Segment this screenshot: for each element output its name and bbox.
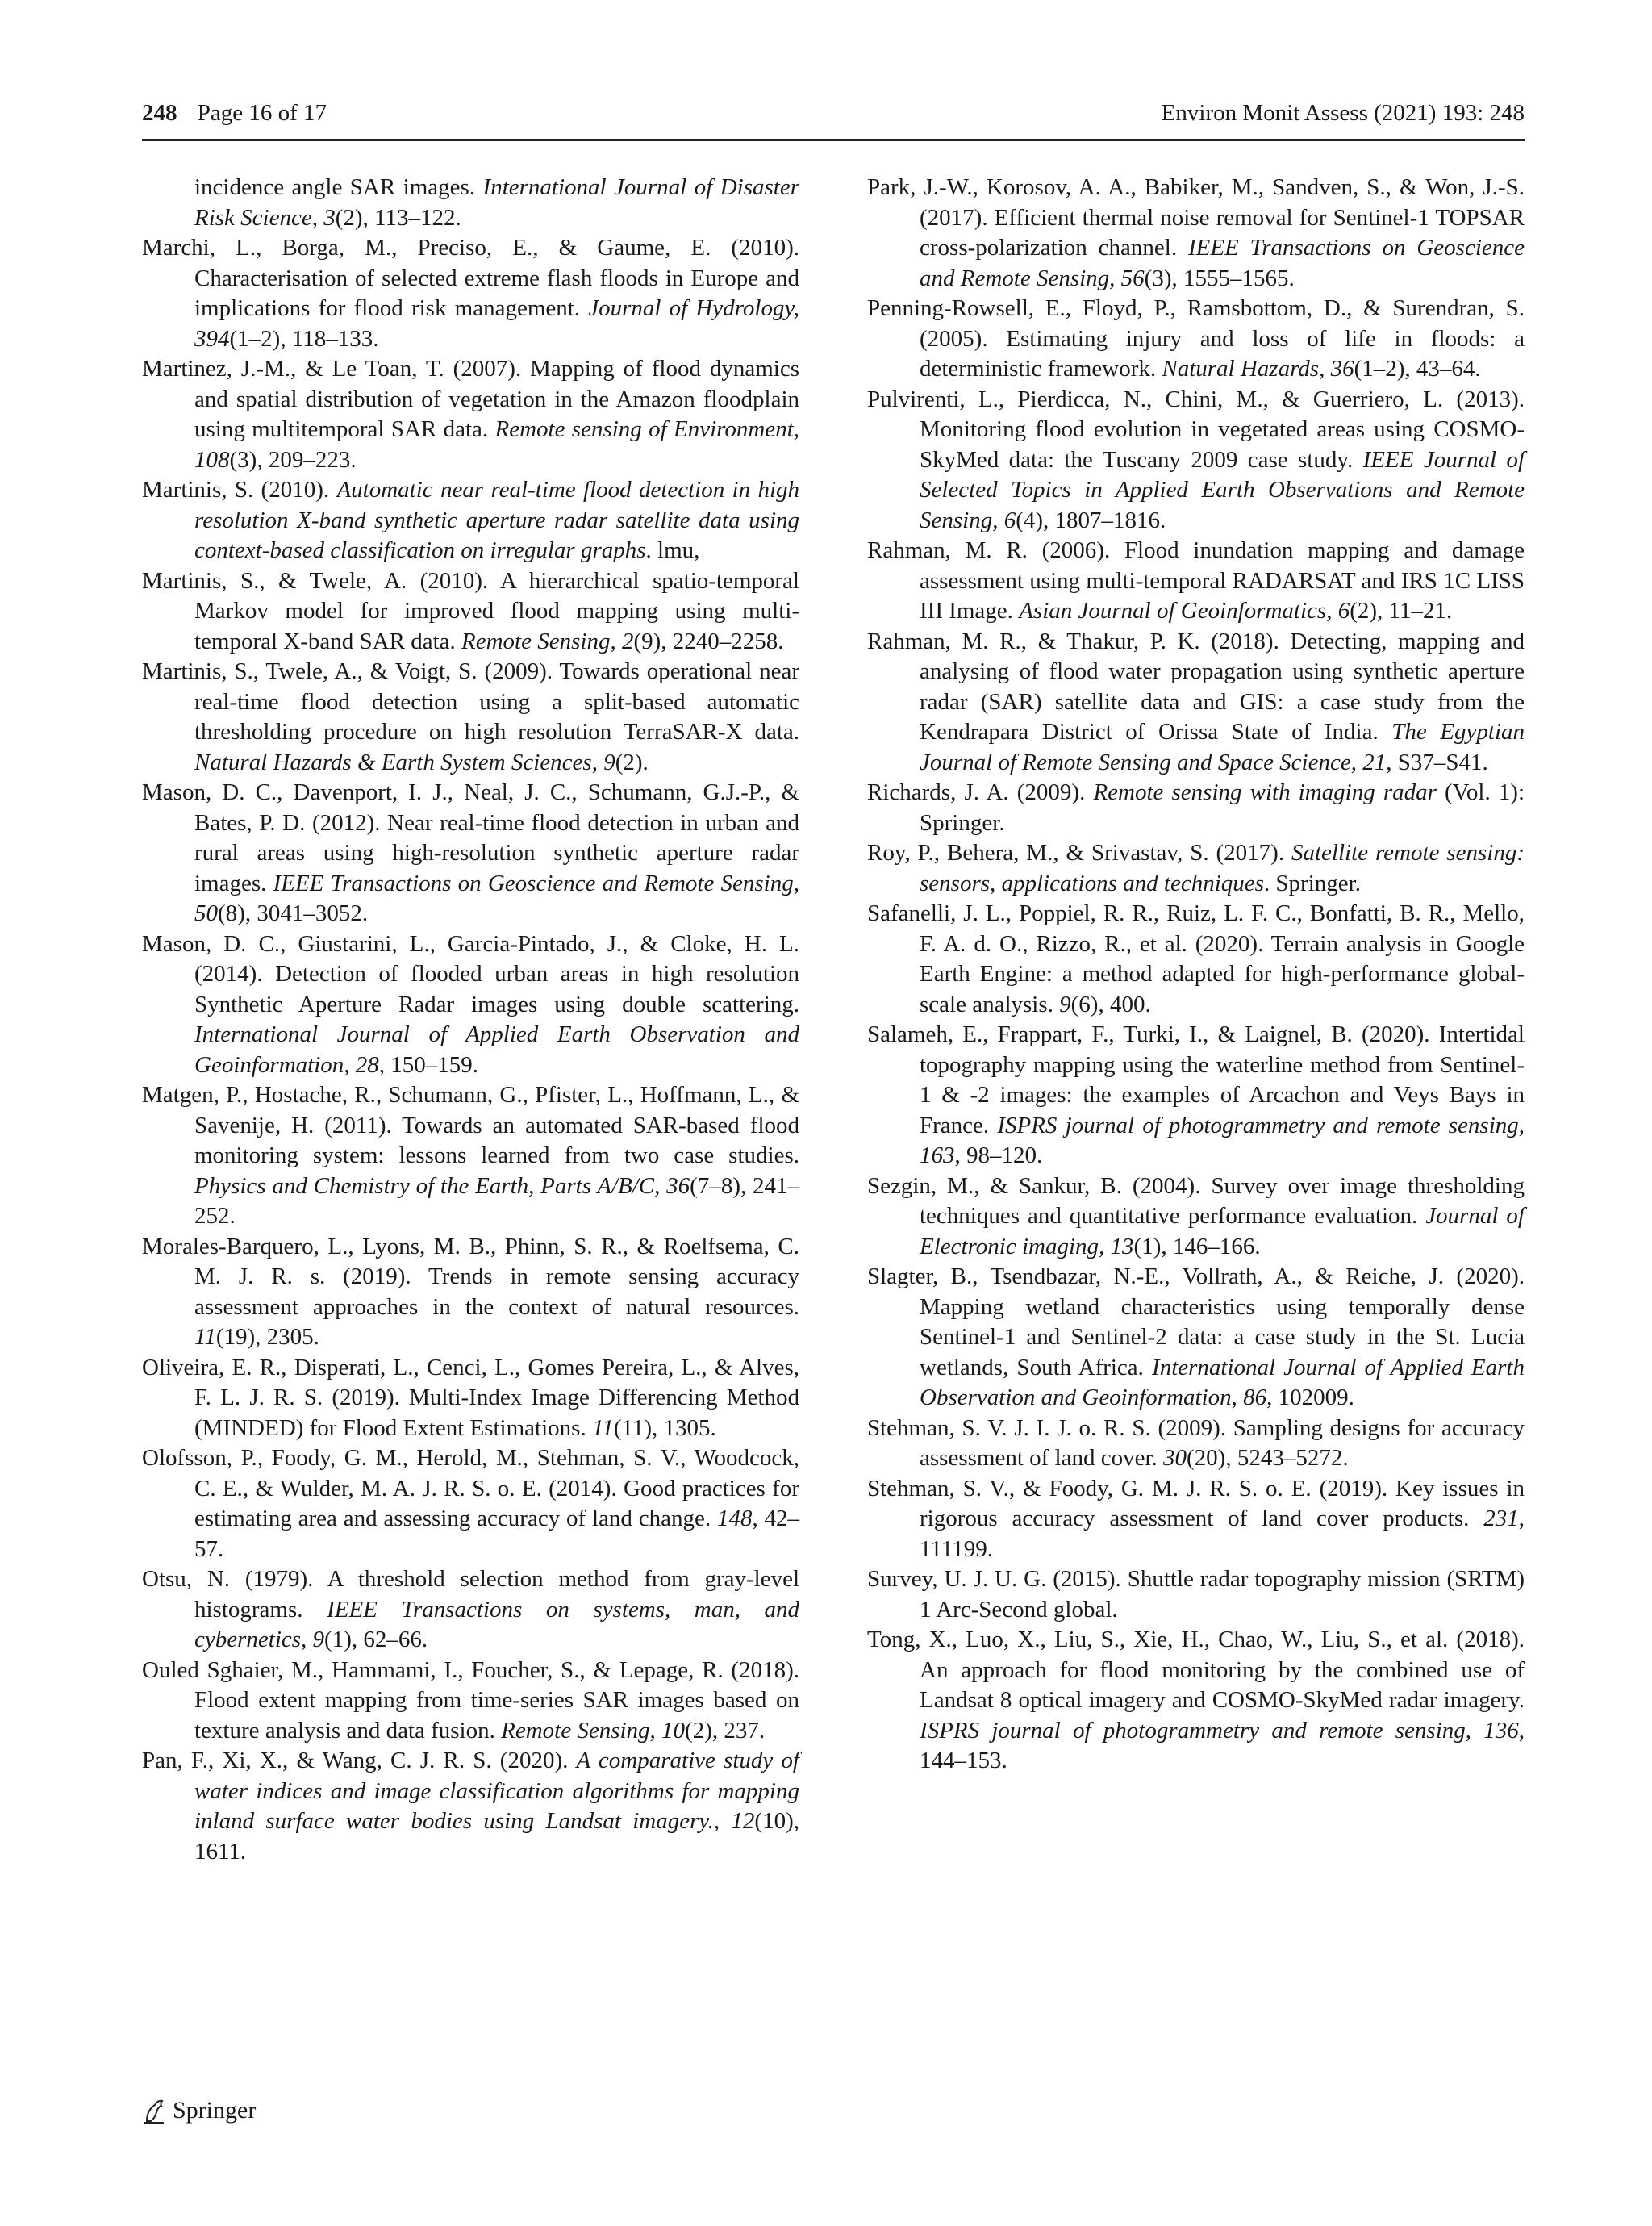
reference-text: (4), 1807–1816. [1016,507,1166,533]
reference-text: Morales-Barquero, L., Lyons, M. B., Phinn, S. R., & Roelfsema, C. M. J. R. s. (2019). Trends in remote sensing accuracy assessment approaches in the context of natural resources. [142,1233,799,1320]
reference-entry [142,475,799,566]
reference-entry [142,1353,799,1444]
reference-text: , 42–57. [194,1506,800,1562]
reference-text: (1), 146–166. [1133,1233,1261,1259]
reference-text: Otsu, N. (1979). A threshold selection method from gray-level histograms. [142,1566,799,1623]
reference-italic: Remote sensing of Environment, 108 [194,416,799,473]
reference-text: Rahman, M. R., & Thakur, P. K. (2018). Detecting, mapping and analysing of flood water propagation using synthetic aperture radar (SAR) satellite data and GIS: a case study from the Kendrapara District of Orissa State of India. [867,628,1525,745]
reference-text: , 111199. [920,1506,1525,1562]
reference-text: (3), 209–223. [229,446,357,473]
reference-entry [142,1232,799,1353]
header-rule [142,139,1525,141]
reference-entry [142,929,799,1081]
reference-italic: Satellite remote sensing: sensors, applications and techniques [920,840,1525,896]
reference-text: Tong, X., Luo, X., Liu, S., Xie, H., Chao, W., Liu, S., et al. (2018). An approach for flood monitoring by the combined use of Landsat 8 optical imagery and COSMO-SkyMed radar imagery. [867,1627,1525,1713]
reference-entry [867,173,1525,294]
reference-text: Martinez, J.-M., & Le Toan, T. (2007). Mapping of flood dynamics and spatial distribution of vegetation in the Amazon floodplain using multitemporal SAR data. [142,356,799,442]
reference-entry [867,294,1525,385]
reference-text: Matgen, P., Hostache, R., Schumann, G., Pfister, L., Hoffmann, L., & Savenije, H. (2011). Towards an automated SAR-based flood monitoring system: lessons learned from two case studies. [142,1082,799,1168]
reference-text: Pan, F., Xi, X., & Wang, C. J. R. S. (2020). [142,1748,577,1773]
reference-entry [142,657,799,778]
reference-italic: 11 [194,1324,216,1350]
reference-text: (Vol. 1): Springer. [920,779,1525,836]
reference-entry [867,1171,1525,1263]
reference-italic: A comparative study of water indices and image classification algorithms for mapping inland surface water bodies using Landsat imagery., 12 [194,1748,799,1834]
reference-italic: IEEE Transactions on systems, man, and cybernetics, 9 [194,1596,800,1652]
reference-text: Richards, J. A. (2009). [867,779,1094,805]
reference-text: incidence angle SAR images. [194,174,483,200]
reference-text: (10), 1611. [194,1808,799,1865]
reference-text: Safanelli, J. L., Poppiel, R. R., Ruiz, L. F. C., Bonfatti, B. R., Mello, F. A. d. O., Rizzo, R., et al. (2020). Terrain analysis in Google Earth Engine: a method adapted for high-performance global-scale analysis. [867,900,1525,1017]
reference-entry [867,1414,1525,1474]
reference-text: Ouled Sghaier, M., Hammami, I., Foucher, S., & Lepage, R. (2018). Flood extent mapping from time-series SAR images based on texture analysis and data fusion. [142,1656,799,1744]
reference-text: Penning-Rowsell, E., Floyd, P., Ramsbottom, D., & Surendran, S. (2005). Estimating injury and loss of life in floods: a deterministic framework. [867,295,1525,382]
reference-text: (19), 2305. [215,1324,319,1350]
reference-text: Olofsson, P., Foody, G. M., Herold, M., Stehman, S. V., Woodcock, C. E., & Wulder, M. A. J. R. S. o. E. (2014). Good practices for estimating area and assessing accuracy of land change. [142,1445,799,1531]
running-header [142,95,1525,131]
reference-italic: ISPRS journal of photogrammetry and remote sensing, 163 [920,1112,1525,1168]
references-right-column [867,173,1525,1777]
reference-text: (8), 3041–3052. [218,900,369,926]
reference-entry [142,1443,799,1564]
reference-text: Salameh, E., Frappart, F., Turki, I., & Laignel, B. (2020). Intertidal topography mapping using the waterline method from Sentinel-1 & -2 images: the examples of Arcachon and Veys Bays in France. [867,1021,1525,1138]
reference-text: Martinis, S., & Twele, A. (2010). A hierarchical spatio-temporal Markov model for improved flood mapping using multi-temporal X-band SAR data. [142,567,799,654]
reference-italic: 11 [591,1414,614,1441]
reference-text: (2). [615,749,649,775]
reference-italic: International Journal of Applied Earth Observation and Geoinformation, 28 [194,1021,799,1078]
reference-entry [142,1564,799,1656]
reference-text: , 144–153. [920,1717,1525,1773]
reference-text: Pulvirenti, L., Pierdicca, N., Chini, M., & Guerriero, L. (2013). Monitoring flood evolution in vegetated areas using COSMO-SkyMed data: the Tuscany 2009 case study. [867,386,1525,473]
reference-text: Mason, D. C., Davenport, I. J., Neal, J. C., Schumann, G.J.-P., & Bates, P. D. (2012). Near real-time flood detection in urban and rural areas using high-resolution synthetic aperture radar images. [142,779,799,896]
reference-text: Oliveira, E. R., Disperati, L., Cenci, L., Gomes Pereira, L., & Alves, F. L. J. R. S. (2019). Multi-Index Image Differencing Method (MINDED) for Flood Extent Estimations. [142,1354,799,1441]
page-number: 248 [142,100,177,126]
reference-italic: IEEE Transactions on Geoscience and Remote Sensing, 56 [920,235,1525,291]
reference-entry [867,899,1525,1020]
reference-text: (1–2), 43–64. [1354,356,1481,382]
reference-italic: Journal of Electronic imaging, 13 [920,1203,1525,1259]
reference-text: (9), 2240–2258. [633,628,784,654]
reference-entry [867,1625,1525,1777]
reference-italic: Natural Hazards, 36 [1162,356,1354,382]
reference-italic: Physics and Chemistry of the Earth, Parts A/B/C, 36 [194,1172,690,1199]
reference-entry [867,627,1525,779]
reference-entry [867,1564,1525,1625]
reference-italic: Remote sensing with imaging radar [1093,779,1437,805]
reference-text: Rahman, M. R. (2006). Flood inundation mapping and damage assessment using multi-temporal RADARSAT and IRS 1C LISS III Image. [867,537,1525,624]
reference-text: (7–8), 241–252. [194,1172,799,1229]
reference-entry [867,838,1525,899]
reference-text: (1–2), 118–133. [229,325,379,352]
reference-entry [867,1262,1525,1414]
reference-text: Roy, P., Behera, M., & Srivastav, S. (2017). [867,840,1291,866]
reference-italic: 231 [1483,1506,1519,1531]
reference-entry [142,1080,799,1232]
reference-text: Slagter, B., Tsendbazar, N.-E., Vollrath, A., & Reiche, J. (2020). Mapping wetland characteristics using temporally dense Sentinel-1 and Sentinel-2 data: a case study in the St. Lucia wetlands, South Africa. [867,1263,1525,1380]
reference-italic: ISPRS journal of photogrammetry and remote sensing, 136 [920,1717,1519,1744]
reference-text: Martinis, S., Twele, A., & Voigt, S. (2009). Towards operational near real-time flood detection using a split-based automatic thresholding procedure on high resolution TerraSAR-X data. [142,658,799,745]
reference-text: Martinis, S. (2010). [142,477,337,503]
reference-entry [142,566,799,658]
reference-italic: Remote Sensing, 10 [501,1717,686,1744]
reference-italic: 30 [1163,1445,1187,1471]
reference-text: Mason, D. C., Giustarini, L., Garcia-Pintado, J., & Cloke, H. L. (2014). Detection of flooded urban areas in high resolution Synthetic Aperture Radar images using double scattering. [142,930,799,1017]
header-left [142,95,327,131]
reference-italic: IEEE Transactions on Geoscience and Remote Sensing, 50 [194,870,799,926]
reference-text: (2), 113–122. [335,204,461,231]
reference-text: (20), 5243–5272. [1187,1445,1349,1471]
reference-entry [142,778,799,929]
reference-text: , S37–S41. [1386,749,1488,775]
publisher-name: Springer [173,2097,257,2124]
reference-text: (11), 1305. [613,1414,716,1441]
reference-text: Survey, U. J. U. G. (2015). Shuttle radar topography mission (SRTM) 1 Arc-Second global. [867,1566,1525,1623]
reference-entry [867,1474,1525,1565]
reference-italic: Asian Journal of Geoinformatics, 6 [1019,598,1350,624]
reference-text: Stehman, S. V. J. I. J. o. R. S. (2009). Sampling designs for accuracy assessment of land cover. [867,1414,1525,1471]
reference-entry [867,1020,1525,1171]
reference-italic: 148 [716,1506,753,1531]
reference-text: Stehman, S. V., & Foody, G. M. J. R. S. o. E. (2019). Key issues in rigorous accuracy assessment of land cover products. [867,1475,1525,1531]
reference-entry [867,536,1525,627]
reference-entry [142,354,799,475]
reference-entry [142,173,799,233]
reference-italic: Automatic near real-time flood detection in high resolution X-band synthetic aperture radar satellite data using context-based classification on irregular graphs [194,477,799,563]
footer [142,2093,256,2128]
reference-text: , 150–159. [378,1051,479,1078]
reference-text: , 102009. [1266,1384,1354,1410]
reference-text: . lmu, [645,537,700,563]
reference-entry [142,233,799,354]
reference-italic: Journal of Hydrology, 394 [194,295,799,352]
reference-italic: Natural Hazards & Earth System Sciences, 9 [194,749,615,775]
reference-text: Park, J.-W., Korosov, A. A., Babiker, M., Sandven, S., & Won, J.-S. (2017). Efficient thermal noise removal for Sentinel-1 TOPSAR cross-polarization channel. [867,174,1525,261]
reference-entry [867,778,1525,838]
reference-text: (1), 62–66. [324,1627,428,1652]
reference-italic: The Egyptian Journal of Remote Sensing and Space Science, 21 [920,719,1525,775]
references-left-column [142,173,799,1867]
reference-italic: 9 [1059,991,1071,1017]
reference-text: (2), 11–21. [1350,598,1453,624]
reference-italic: International Journal of Applied Earth Observation and Geoinformation, 86 [920,1354,1525,1410]
reference-text: (2), 237. [685,1717,766,1744]
reference-entry [142,1656,799,1747]
reference-text: Sezgin, M., & Sankur, B. (2004). Survey over image thresholding techniques and quantitative performance evaluation. [867,1172,1525,1229]
journal-citation: Environ Monit Assess (2021) 193: 248 [1161,100,1525,126]
reference-italic: IEEE Journal of Selected Topics in Applied Earth Observations and Remote Sensing, 6 [920,446,1525,533]
springer-horse-logo-icon [142,2097,166,2124]
reference-italic: Remote Sensing, 2 [461,628,634,654]
reference-text: Marchi, L., Borga, M., Preciso, E., & Gaume, E. (2010). Characterisation of selected extreme flash floods in Europe and implications for flood risk management. [142,235,799,321]
reference-entry [867,385,1525,537]
reference-italic: International Journal of Disaster Risk Science, 3 [194,174,799,231]
reference-text: (6), 400. [1070,991,1151,1017]
page-info: Page 16 of 17 [197,100,327,126]
reference-text: (3), 1555–1565. [1144,265,1295,291]
reference-entry [142,1746,799,1867]
reference-text: , 98–120. [954,1142,1043,1168]
reference-text: . Springer. [1263,870,1361,896]
